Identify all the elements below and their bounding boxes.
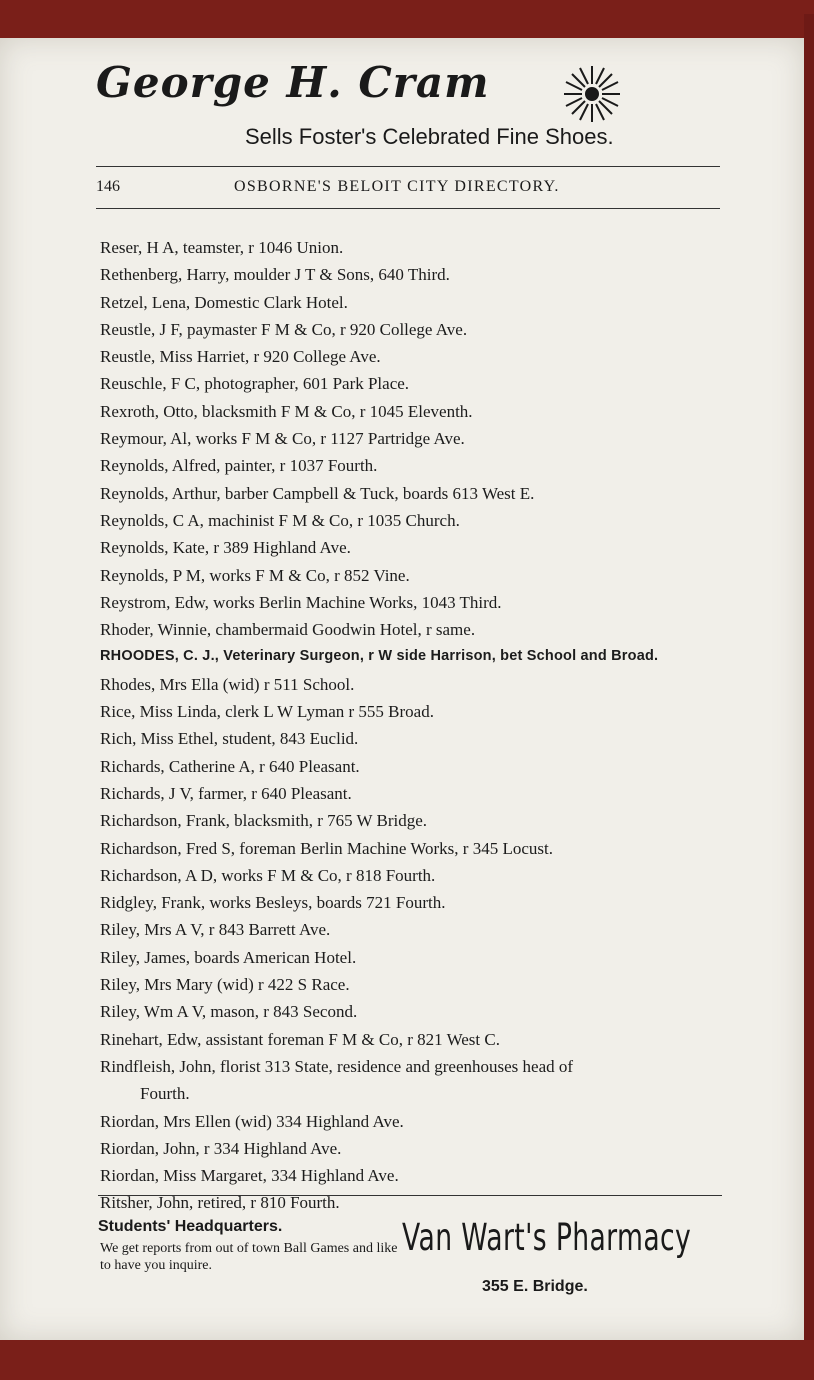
directory-entry: Rethenberg, Harry, moulder J T & Sons, 640 Third. — [100, 265, 450, 285]
divider-rule — [96, 208, 720, 209]
directory-entry: Rexroth, Otto, blacksmith F M & Co, r 1045 Eleventh. — [100, 401, 473, 421]
directory-entry: Rich, Miss Ethel, student, 843 Euclid. — [100, 729, 359, 749]
directory-entry: Reustle, J F, paymaster F M & Co, r 920 College Ave. — [100, 319, 468, 339]
running-head: OSBORNE'S BELOIT CITY DIRECTORY. — [234, 178, 560, 195]
directory-entry: Retzel, Lena, Domestic Clark Hotel. — [100, 292, 348, 312]
directory-entry: Reynolds, Kate, r 389 Highland Ave. — [100, 538, 351, 558]
directory-entry: Reymour, Al, works F M & Co, r 1127 Partridge Ave. — [100, 429, 465, 449]
directory-entry: Riordan, Miss Margaret, 334 Highland Ave. — [100, 1166, 399, 1186]
directory-entry: Reser, H A, teamster, r 1046 Union. — [100, 238, 344, 257]
directory-entries — [100, 234, 740, 1217]
page-right-border — [804, 14, 814, 1380]
students-ad-body: We get reports from out of town Ball Games and like to have you inquire. — [100, 1241, 398, 1273]
directory-entry: Richardson, Fred S, foreman Berlin Machine Works, r 345 Locust. — [100, 838, 553, 858]
directory-entry: Rindfleish, John, florist 313 State, residence and greenhouses head of — [100, 1056, 574, 1076]
directory-entry: Reuschle, F C, photographer, 601 Park Place. — [100, 374, 410, 394]
directory-entry: Reynolds, P M, works F M & Co, r 852 Vine. — [100, 565, 410, 585]
sun-emblem-icon — [560, 62, 624, 126]
directory-entry: Riley, Mrs Mary (wid) r 422 S Race. — [100, 975, 350, 995]
directory-entry: Reynolds, Arthur, barber Campbell & Tuck, boards 613 West E. — [100, 483, 535, 503]
directory-entry: Reystrom, Edw, works Berlin Machine Works, 1043 Third. — [100, 592, 502, 612]
ad-business-name: George H. Cram — [96, 58, 490, 107]
directory-entry: Rhoder, Winnie, chambermaid Goodwin Hotel, r same. — [100, 620, 476, 640]
directory-entry: Richards, Catherine A, r 640 Pleasant. — [100, 756, 360, 776]
students-ad — [98, 1218, 398, 1274]
page-bottom-border — [0, 1340, 814, 1380]
directory-entry: Ridgley, Frank, works Besleys, boards 721 Fourth. — [100, 893, 446, 913]
directory-entry: Riordan, Mrs Ellen (wid) 334 Highland Ave. — [100, 1111, 404, 1131]
directory-entry: Reynolds, Alfred, painter, r 1037 Fourth. — [100, 456, 378, 476]
directory-entry: Richardson, Frank, blacksmith, r 765 W Bridge. — [100, 811, 428, 831]
page-number: 146 — [96, 178, 120, 195]
directory-entry: Riordan, John, r 334 Highland Ave. — [100, 1138, 342, 1158]
page-top-border — [0, 0, 814, 38]
pharmacy-address: 355 E. Bridge. — [482, 1278, 588, 1295]
directory-entry: Rhodes, Mrs Ella (wid) r 511 School. — [100, 674, 355, 694]
ad-tagline: Sells Foster's Celebrated Fine Shoes. — [245, 124, 614, 149]
directory-entry: Rinehart, Edw, assistant foreman F M & Co, r 821 West C. — [100, 1029, 500, 1049]
directory-entry: Riley, Mrs A V, r 843 Barrett Ave. — [100, 920, 331, 940]
directory-entry: Richards, J V, farmer, r 640 Pleasant. — [100, 783, 352, 803]
directory-entry: Riley, James, boards American Hotel. — [100, 947, 357, 967]
directory-entry: Ritsher, John, retired, r 810 Fourth. — [100, 1193, 340, 1213]
directory-entry: Richardson, A D, works F M & Co, r 818 Fourth. — [100, 865, 436, 885]
divider-rule — [96, 166, 720, 167]
students-ad-heading: Students' Headquarters. — [98, 1218, 283, 1235]
directory-entry-featured: RHOODES, C. J., Veterinary Surgeon, r W side Harrison, bet School and Broad. — [100, 648, 659, 665]
divider-rule — [98, 1195, 722, 1196]
pharmacy-name: Van Wart's Pharmacy — [402, 1216, 692, 1259]
directory-entry: Rice, Miss Linda, clerk L W Lyman r 555 Broad. — [100, 702, 434, 722]
directory-entry: Reynolds, C A, machinist F M & Co, r 1035 Church. — [100, 510, 460, 530]
directory-entry: Riley, Wm A V, mason, r 843 Second. — [100, 1002, 358, 1022]
directory-entry: Reustle, Miss Harriet, r 920 College Ave. — [100, 347, 381, 367]
directory-entry-continuation: Fourth. — [140, 1084, 190, 1104]
